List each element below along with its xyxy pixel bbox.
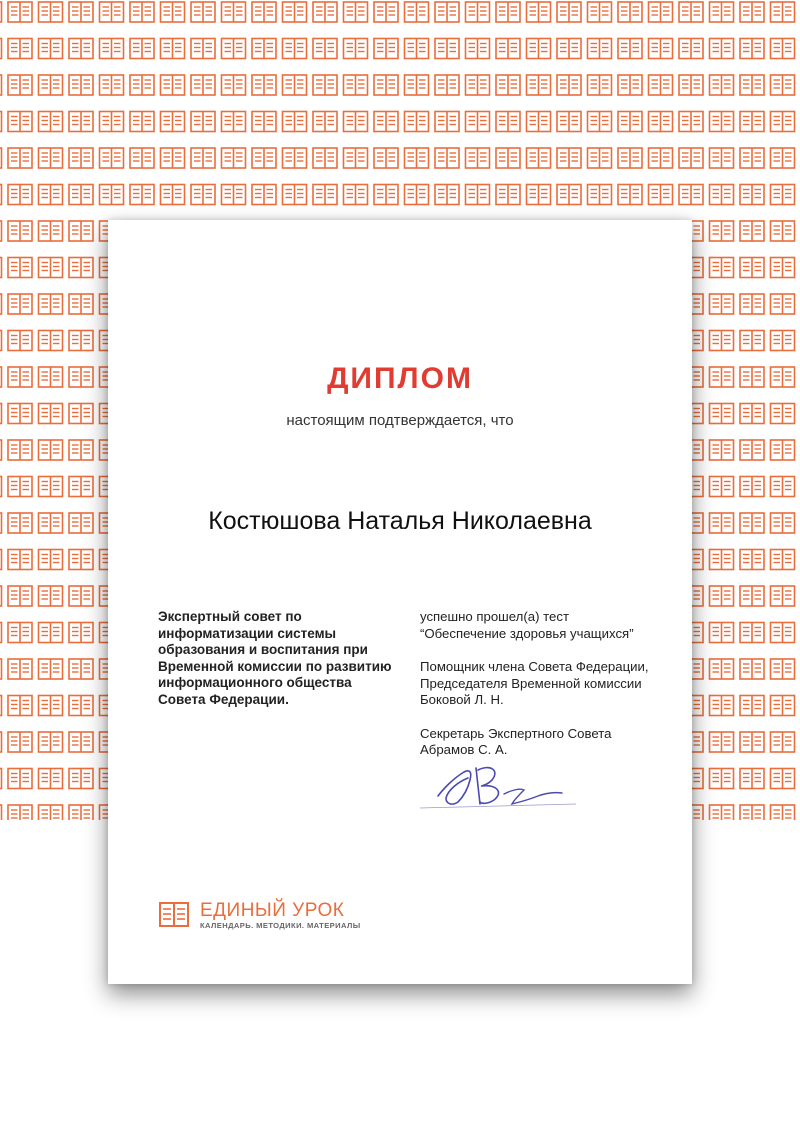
test-passed-text: успешно прошел(а) тест “Обеспечение здоровья учащихся” [420,609,634,641]
signature [420,760,580,810]
assistant-title: Помощник члена Совета Федерации, Председателя Временной комиссии Боковой Л. Н. [420,659,649,707]
diploma-subtitle: настоящим подтверждается, что [286,412,514,429]
edinyi-urok-logo [158,900,418,934]
open-book-icon [158,900,190,930]
council-text: Экспертный совет по информатизации системы образования и воспитания при Временной комиссии по развитию информационного общества Совета Федерации. [158,609,392,707]
signatories-block [420,609,680,759]
logo-name: ЕДИНЫЙ УРОК [200,900,345,921]
diploma-title: ДИПЛОМ [327,362,473,395]
recipient-name: Костюшова Наталья Николаевна [208,507,592,535]
secretary-title: Секретарь Экспертного Совета Абрамов С. А. [420,725,612,757]
logo-tagline: КАЛЕНДАРЬ. МЕТОДИКИ. МАТЕРИАЛЫ [200,921,361,930]
diploma-sheet [108,220,692,984]
